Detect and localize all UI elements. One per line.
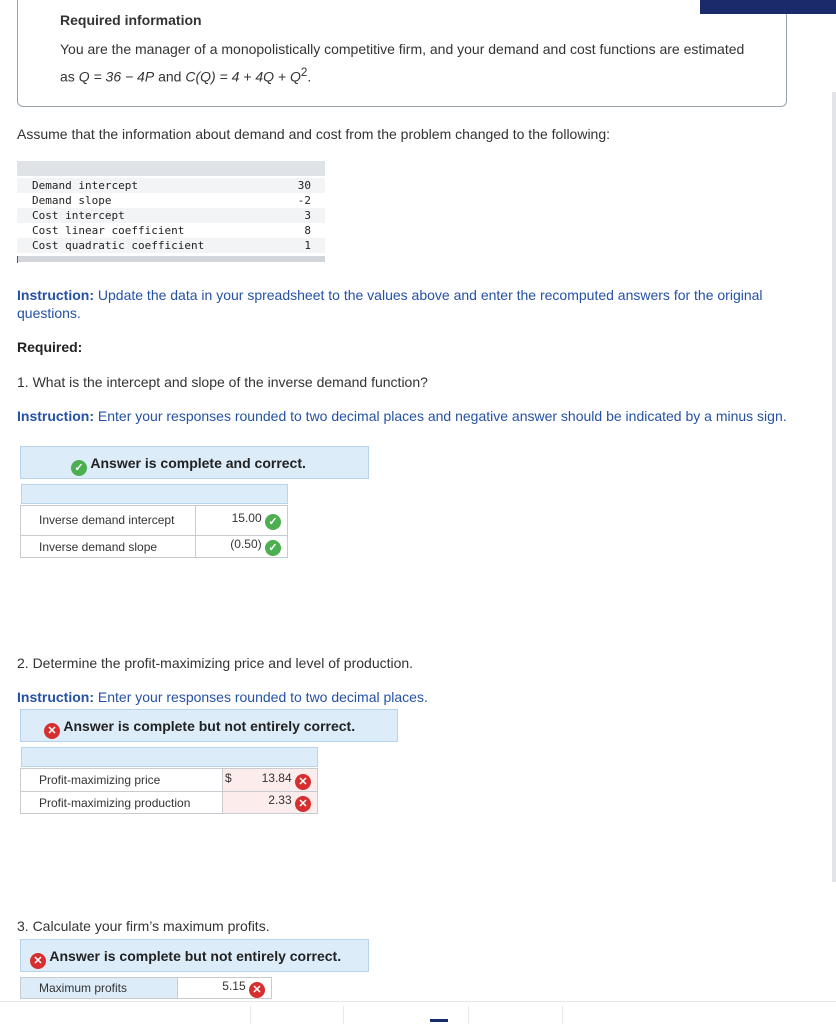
x-icon: ✕ <box>44 723 60 739</box>
cost-equation: C(Q) = 4 + 4Q + Q <box>185 68 301 85</box>
q1-table-header <box>21 484 288 504</box>
divider <box>468 1006 469 1024</box>
data-row: Demand slope -2 <box>32 194 311 207</box>
data-row: Demand intercept 30 <box>17 178 325 193</box>
question-1-instruction: Instruction: Enter your responses rounded to two decimal places and negative answer should be indicated by a minus sign. <box>17 408 787 424</box>
question-2-instruction: Instruction: Enter your responses rounded to two decimal places. <box>17 689 428 705</box>
row-label: Profit-maximizing production <box>21 792 223 814</box>
inverse-demand-intercept-input[interactable]: 15.00 ✓ <box>196 506 288 536</box>
profit-maximizing-production-input[interactable]: 2.33 ✕ <box>223 792 318 814</box>
currency-symbol: $ <box>225 770 232 785</box>
bottom-nav-bar <box>0 1001 836 1025</box>
divider <box>250 1006 251 1024</box>
row-label: Maximum profits <box>21 978 178 999</box>
demand-equation: Q = 36 − 4P <box>78 68 155 85</box>
data-row: Cost quadratic coefficient 1 <box>17 238 325 253</box>
question-2: 2. Determine the profit-maximizing price and level of production. <box>17 655 414 671</box>
table-row <box>21 769 318 792</box>
table-row <box>21 978 272 999</box>
return-to-question-button[interactable] <box>700 0 836 14</box>
row-label: Inverse demand slope <box>21 536 196 558</box>
q1-result-banner: ✓ Answer is complete and correct. <box>20 446 369 479</box>
q1-answer-table <box>20 505 288 558</box>
data-row: Cost linear coefficient 8 <box>32 224 311 237</box>
divider <box>562 1006 563 1024</box>
required-info-title: Required information <box>60 12 202 28</box>
data-table-header <box>17 161 325 176</box>
divider <box>17 256 18 263</box>
changed-data-table <box>17 161 325 262</box>
profit-maximizing-price-input[interactable]: $ 13.84 ✕ <box>223 769 318 792</box>
maximum-profits-input[interactable]: 5.15 ✕ <box>178 978 272 999</box>
question-1: 1. What is the intercept and slope of the inverse demand function? <box>17 374 428 390</box>
x-icon: ✕ <box>295 796 311 812</box>
table-row <box>21 536 288 558</box>
table-row <box>21 506 288 536</box>
x-icon: ✕ <box>30 953 46 969</box>
assume-text: Assume that the information about demand and cost from the problem changed to the following: <box>17 126 611 142</box>
main-instruction: Instruction: Update the data in your spreadsheet to the values above and enter the recomputed answers for the original questions. <box>17 287 763 321</box>
scrollbar[interactable] <box>832 92 836 882</box>
required-info-text: You are the manager of a monopolistically competitive firm, and your demand and cost functions are estimated as Q = 36 − 4P and $C(Q) = 4 + 4Q + Q^2$. <box>60 41 745 85</box>
inverse-demand-slope-input[interactable]: (0.50) ✓ <box>196 536 288 558</box>
data-table-body <box>17 178 325 253</box>
grid-icon[interactable] <box>430 1019 448 1022</box>
question-3: 3. Calculate your firm’s maximum profits. <box>17 918 270 934</box>
x-icon: ✕ <box>295 774 311 790</box>
data-table-footer <box>17 256 325 262</box>
check-icon: ✓ <box>71 460 87 476</box>
check-icon: ✓ <box>265 514 281 530</box>
q3-answer-table <box>20 977 272 999</box>
q3-result-banner: ✕ Answer is complete but not entirely correct. <box>20 939 369 972</box>
row-label: Inverse demand intercept <box>21 506 196 536</box>
table-row <box>21 792 318 814</box>
q2-answer-table <box>20 768 318 814</box>
q2-result-banner: ✕ Answer is complete but not entirely correct. <box>20 709 398 742</box>
required-heading: Required: <box>17 339 83 355</box>
check-icon: ✓ <box>265 540 281 556</box>
x-icon: ✕ <box>249 982 265 998</box>
row-label: Profit-maximizing price <box>21 769 223 792</box>
q2-table-header <box>21 747 318 767</box>
divider <box>343 1006 344 1024</box>
data-row: Cost intercept 3 <box>17 208 325 223</box>
